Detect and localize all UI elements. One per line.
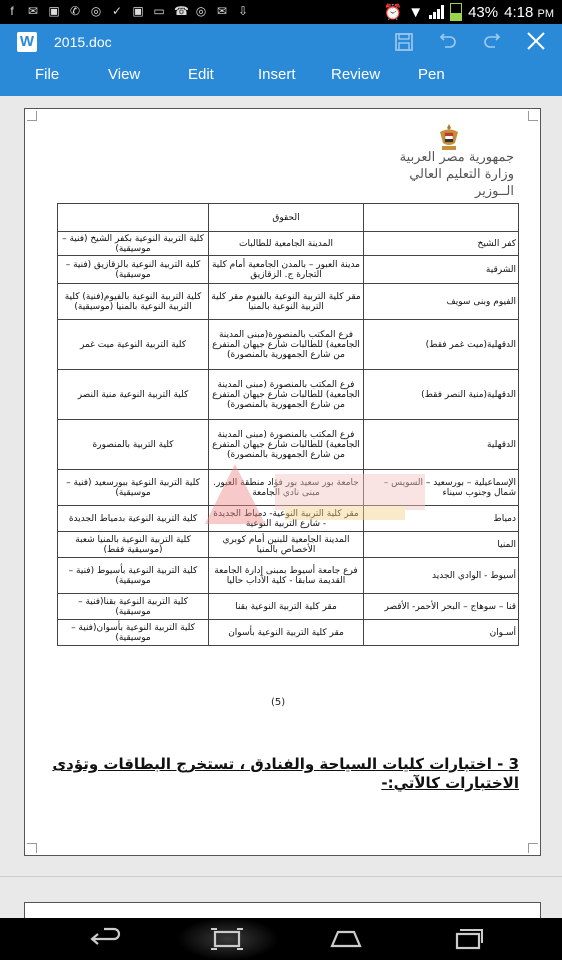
location-cell: مقر كلية التربية النوعية بقنا xyxy=(209,594,364,620)
page-separator xyxy=(0,876,562,877)
app-logo-icon: W xyxy=(17,32,37,52)
image-icon: ▣ xyxy=(132,4,144,18)
college-cell: كلية التربية النوعية بالزقازيق (فنية – موسيقية) xyxy=(58,256,209,284)
location-cell: مقر كلية التربية النوعية بالفيوم مقر كلية التربية النوعية بالمنيا xyxy=(209,284,364,320)
location-cell: فرع المكتب بالمنصورة(مبنى المدينة الجامعية) للطالبات شارع جيهان المتفرع من شارع الجمهورية بالمنصورة) xyxy=(209,320,364,370)
governorate-cell: الدقهلية(منية النصر فقط) xyxy=(364,370,519,420)
clock: 4:18 PM xyxy=(504,3,554,21)
college-cell: كلية التربية النوعية بدمياط الجديدة xyxy=(58,506,209,532)
governorate-cell: أسـوان xyxy=(364,620,519,646)
college-cell: كلية التربية النوعية بالمنيا شعبة (موسيقية فقط) xyxy=(58,532,209,558)
top-actions xyxy=(392,30,548,59)
header-cell-2: الحقوق xyxy=(209,204,364,232)
status-bar xyxy=(0,0,562,24)
table-header-row xyxy=(58,204,519,232)
message-icon: ✉ xyxy=(216,4,228,18)
signal-icon xyxy=(429,5,444,19)
college-cell: كلية التربية النوعية ميت غمر xyxy=(58,320,209,370)
menu-edit[interactable]: Edit xyxy=(188,66,214,83)
back-button[interactable] xyxy=(86,926,126,952)
governorate-cell: الدقهلية xyxy=(364,420,519,470)
governorate-cell: دمياط xyxy=(364,506,519,532)
college-cell: كلية التربية النوعية بالفيوم(فنية) كلية التربية النوعية بالمنيا (موسيقية) xyxy=(58,284,209,320)
location-cell: مقر كلية التربية النوعية بأسوان xyxy=(209,620,364,646)
table-row xyxy=(58,232,519,256)
table-row xyxy=(58,370,519,420)
facebook-icon: f xyxy=(10,4,14,18)
header-cell-3 xyxy=(58,204,209,232)
table-row xyxy=(58,320,519,370)
recent-apps-button[interactable] xyxy=(447,926,487,952)
college-cell: كلية التربية النوعية ببورسعيد (فنية – موسيقية) xyxy=(58,470,209,506)
location-cell: المدينة الجامعية للطالبات xyxy=(209,232,364,256)
save-icon[interactable] xyxy=(392,32,416,58)
letterhead-line-2: وزارة التعليم العالي xyxy=(409,167,514,182)
table-row xyxy=(58,256,519,284)
battery-icon xyxy=(450,3,462,21)
governorate-cell: الفيوم وبنى سويف xyxy=(364,284,519,320)
alarm-icon: ⏰ xyxy=(383,4,403,21)
location-cell: مقر كلية التربية النوعية- دمياط الجديدة - شارع التربية النوعية xyxy=(209,506,364,532)
governorate-cell: المنيا xyxy=(364,532,519,558)
status-right xyxy=(384,3,554,21)
whatsapp-icon: ◎ xyxy=(90,4,102,18)
image-icon: ▣ xyxy=(48,4,60,18)
menu-view[interactable]: View xyxy=(108,66,141,83)
document-title: 2015.doc xyxy=(54,34,112,50)
table-row xyxy=(58,594,519,620)
governorate-cell: الشرقية xyxy=(364,256,519,284)
close-icon[interactable] xyxy=(524,30,548,59)
viber-icon: ✆ xyxy=(69,4,81,18)
college-cell: كلية التربية النوعية بقنا(فنية – موسيقية) xyxy=(58,594,209,620)
navigation-bar xyxy=(0,918,562,960)
letterhead-line-3: الــوزير xyxy=(475,184,514,199)
home-icon xyxy=(326,926,366,952)
governorate-cell: كفر الشيخ xyxy=(364,232,519,256)
section-paragraph: 3 - اختبارات كليات السياحة والفنادق ، تستخرج البطاقات وتؤدى الاختبارات كالآتي:- xyxy=(52,755,519,792)
table-row xyxy=(58,558,519,594)
governorate-cell: الدقهلية(ميت غمر فقط) xyxy=(364,320,519,370)
location-cell: فرع جامعة أسيوط بمبنى إدارة الجامعة القديمة سابقا - كلية الآداب حاليا xyxy=(209,558,364,594)
table-row xyxy=(58,470,519,506)
page-number: (5) xyxy=(271,697,286,708)
governorate-cell: قنا – سوهاج – البحر الأحمر- الأقصر xyxy=(364,594,519,620)
table-row xyxy=(58,532,519,558)
screenshot-button[interactable] xyxy=(207,926,247,952)
recent-apps-icon xyxy=(447,926,487,952)
college-cell: كلية التربية النوعية بأسيوط (فنية – موسيقية) xyxy=(58,558,209,594)
whatsapp-icon: ◎ xyxy=(195,4,207,18)
college-cell: كلية التربية النوعية بأسوان(فنية – موسيقية) xyxy=(58,620,209,646)
message-icon: ✉ xyxy=(27,4,39,18)
letterhead xyxy=(400,149,514,200)
header-cell-1 xyxy=(364,204,519,232)
table-row xyxy=(58,506,519,532)
college-cell: كلية التربية النوعية منية النصر xyxy=(58,370,209,420)
phone-icon: ☎ xyxy=(174,4,189,18)
wifi-icon: ▼ xyxy=(408,3,424,21)
college-cell: كلية التربية بالمنصورة xyxy=(58,420,209,470)
location-cell: فرع المكتب بالمنصورة (مبنى المدينة الجامعية) للطالبات شارع جيهان المتفرع من شارع الجمهورية بالمنصورة) xyxy=(209,370,364,420)
governorate-cell: الإسماعيلية – بورسعيد – السويس – شمال وجنوب سيناء xyxy=(364,470,519,506)
screenshot-icon xyxy=(207,926,247,952)
menu-insert[interactable]: Insert xyxy=(258,66,296,83)
location-cell: فرع المكتب بالمنصورة (مبنى المدينة الجامعية) للطالبات شارع جيهان المتفرع من شارع الجمهورية بالمنصورة) xyxy=(209,420,364,470)
undo-icon[interactable] xyxy=(436,32,460,58)
check-icon: ✓ xyxy=(111,4,123,18)
menu-pen[interactable]: Pen xyxy=(418,66,445,83)
document-page[interactable] xyxy=(24,108,541,856)
table-row xyxy=(58,284,519,320)
app-bar xyxy=(0,24,562,96)
redo-icon[interactable] xyxy=(480,32,504,58)
location-cell: مدينة العبور – بالمدن الجامعية أمام كلية التجارة ج. الزقازيق xyxy=(209,256,364,284)
location-cell: جامعة بور سعيد بور فؤاد منطقة العبور. مبنى نادي الجامعة xyxy=(209,470,364,506)
table-row xyxy=(58,420,519,470)
location-cell: المدينة الجامعية للبنين أمام كوبري الأخصاص بالمنيا xyxy=(209,532,364,558)
letterhead-line-1: جمهورية مصر العربية xyxy=(399,150,514,165)
back-icon xyxy=(86,926,126,952)
battery-level: 43% xyxy=(468,3,499,21)
menu-file[interactable]: File xyxy=(35,66,60,83)
governorate-cell: أسيوط - الوادي الجديد xyxy=(364,558,519,594)
download-icon: ⇩ xyxy=(237,4,249,18)
menu-bar xyxy=(0,64,562,94)
locations-table xyxy=(57,203,519,646)
line-icon: ▭ xyxy=(153,4,165,18)
table-row xyxy=(58,620,519,646)
college-cell: كلية التربية النوعية بكفر الشيخ (فنية – موسيقية) xyxy=(58,232,209,256)
notification-icons xyxy=(6,4,249,18)
home-button[interactable] xyxy=(326,926,366,952)
menu-review[interactable]: Review xyxy=(331,66,381,83)
